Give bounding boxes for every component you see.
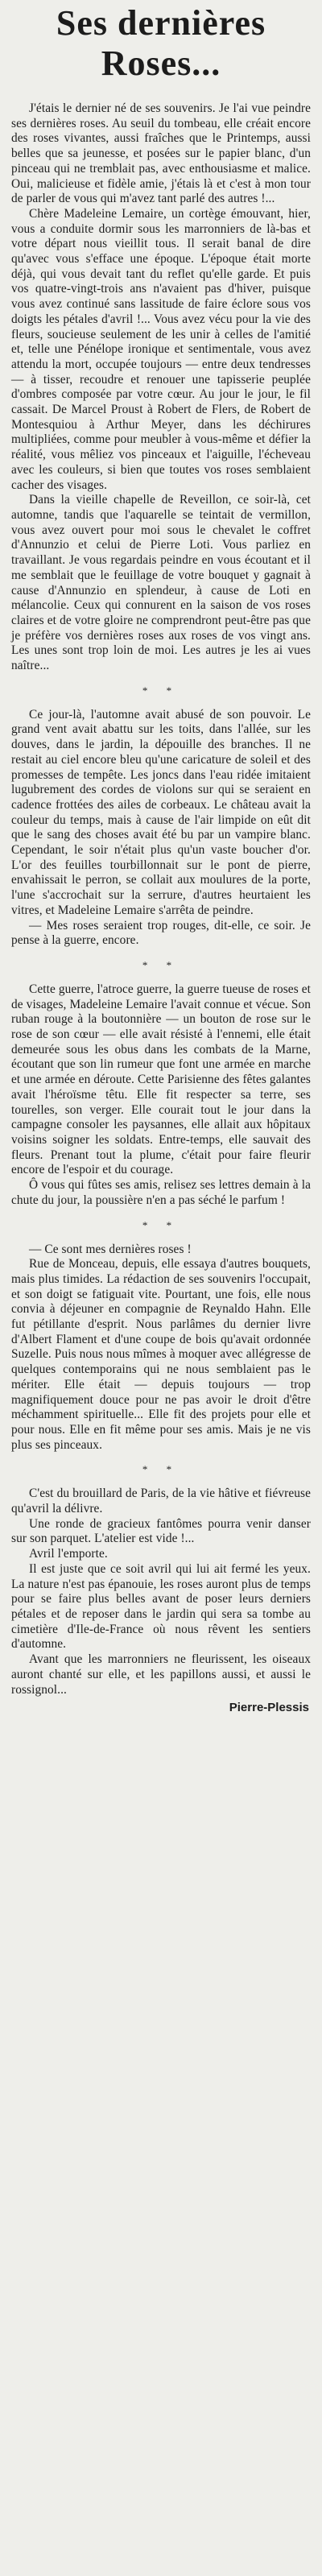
section-separator: * *	[142, 1463, 180, 1476]
article-section-4	[11, 1243, 311, 1453]
article-section-3	[11, 982, 311, 1209]
title-line-1: Ses dernières	[56, 3, 266, 43]
article-section-1	[11, 101, 311, 674]
article-section-5	[11, 1486, 311, 1697]
title-line-2: Roses...	[101, 43, 221, 83]
paragraph: Rue de Monceau, depuis, elle essaya d'autres bouquets, mais plus timides. La rédaction de ses souvenirs l'occupait, et son doigt se fatiguait vite. Pourtant, une fois, elle nous convia à déjeuner en compagnie de Reynaldo Hahn. Elle fut pétillante d'esprit. Nous parlâmes du dernier livre d'Albert Flament et d'une coupe de bois qu'avait ordonnée Suzelle. Puis nous nous mîmes à moquer avec allégresse de quelques contemporains qui ne nous semblaient pas le mériter. Elle était — depuis toujours — trop magnifiquement douce pour ne pas avoir le droit d'être méchamment spirituelle... Elle fit des projets pour elle et pour nous. Elle en fit même pour ses amis. Mais je ne vis plus ses pinceaux.	[11, 1257, 311, 1452]
section-separator: * *	[142, 958, 180, 971]
paragraph: Ô vous qui fûtes ses amis, relisez ses lettres demain à la chute du jour, la poussière n'en a pas séché le parfum !	[11, 1178, 311, 1207]
article-title	[11, 3, 311, 84]
section-separator: * *	[142, 684, 180, 697]
paragraph: J'étais le dernier né de ses souvenirs. Je l'ai vue peindre ses dernières roses. Au seuil du tombeau, elle créait encore des roses vivantes, aussi fraîches que le Printemps, aussi belles que sa jeunesse, et posées sur le papier blanc, d'un pinceau qui ne tremblait pas, avec enthousiasme et malice. Oui, malicieuse et fidèle amie, j'étais là et c'est à mon tour de parler de vous qui m'avez tant parlé des autres !...	[11, 101, 311, 206]
paragraph: C'est du brouillard de Paris, de la vie hâtive et fiévreuse qu'avril la délivre.	[11, 1486, 311, 1516]
paragraph: Avril l'emporte.	[29, 1547, 108, 1561]
author-signature: Pierre-Plessis	[229, 1701, 309, 1715]
article-section-2	[11, 708, 311, 949]
paragraph: — Ce sont mes dernières roses !	[29, 1242, 192, 1256]
paragraph: Une ronde de gracieux fantômes pourra venir danser sur son parquet. L'atelier est vide !...	[11, 1516, 311, 1546]
section-separator: * *	[142, 1218, 180, 1231]
paragraph: Dans la vieille chapelle de Reveillon, ce soir-là, cet automne, tandis que l'aquarelle se teintait de vermillon, vous avez ouvert pour moi sous le chevalet le coffret d'Annunzio et celui de Pierre Loti. Vous parliez en travaillant. Je vous regardais peindre en vous écoutant et il me semblait que le feuillage de votre bouquet y gagnait à cause d'Annunzio en splendeur, à cause de Loti en mélancolie. Ceux qui connurent en la saison de vos roses claires et de votre gloire ne comprendront peut-être pas que je préfère vos dernières roses aux roses de vos vingt ans. Les unes sont trop loin de moi. Les autres je les ai vues naître...	[11, 493, 311, 673]
paragraph: — Mes roses seraient trop rouges, dit-elle, ce soir. Je pense à la guerre, encore.	[11, 918, 311, 948]
paragraph: Chère Madeleine Lemaire, un cortège émouvant, hier, vous a conduite dormir sous les marronniers de là-bas et votre départ nous vieillit tous. Il serait banal de dire qu'avec vous s'efface une époque. L'époque était morte déjà, qui vous devait tant du reflet qu'elle garde. Et puis vos quatre-vingt-trois ans n'avaient pas d'hiver, puisque vous avez continué sans lassitude de faire éclore sous vos doigts les pétales d'avril !... Vous avez vécu pour la vie des fleurs, soucieuse seulement de les unir à celles de l'amitié et, telle une Pénélope ironique et sentimentale, vous avez attendu la mort, occupée toujours — entre deux tendresses — à tisser, recoudre et renouer une tapisserie peuplée d'ombres composée par votre cœur. Au jour le jour, le fil cassait. De Marcel Proust à Robert de Flers, de Robert de Montesquiou à Arthur Meyer, dans les déchirures multipliées, comme pour meubler à vous-même et défier la réalité, vous mêliez vos pinceaux et l'aiguille, l'écheveau avec les couleurs, si bien que toutes vos roses semblaient cacher des visages.	[11, 206, 311, 492]
paragraph: Il est juste que ce soit avril qui lui ait fermé les yeux. La nature n'est pas épanouie, les roses auront plus de temps pour se faire plus belles avant de poser leurs derniers pétales et de reposer dans le jardin qui sera sa tombe au cimetière d'Ile-de-France où nous rêvent les sentiers d'automne.	[11, 1561, 311, 1652]
paragraph: Avant que les marronniers ne fleurissent, les oiseaux auront chanté sur elle, et les papillons aussi, et aussi le rossignol...	[11, 1652, 311, 1697]
paragraph: Cette guerre, l'atroce guerre, la guerre tueuse de roses et de visages, Madeleine Lemaire l'avait connue et vécue. Son ruban rouge à la boutonnière — un bouton de rose sur le rose de son cœur — elle avait résisté à l'ennemi, elle était demeurée sous les obus dans les combats de la Marne, écoutant que son lin rumeur que font une armée en marche et une armée en déroute. Cette Parisienne des fêtes galantes avait l'héroïsme têtu. Elle fit respecter sa terre, ses tourelles, son verger. Elle courait tout le jour dans la campagne consoler les paysannes, elle allait aux hôpitaux voisins soigner les soldats. Entre-temps, elle sauvait des fleurs. Prenant tout la plume, c'était pour faire fleurir encore de l'espoir et du courage.	[11, 982, 311, 1177]
paragraph: Ce jour-là, l'automne avait abusé de son pouvoir. Le grand vent avait abattu sur les toits, dans l'allée, sur les douves, dans le jardin, la dépouille des branches. Il ne restait au ciel encore bleu qu'une caricature de soleil et des promesses de tempête. Les joncs dans l'eau ridée imitaient lugubrement des cordes de violons sur qui se seraient en cadence frottées des ailes de corbeaux. Le château avait la couleur du temps, mais à cause de l'air limpide on eût dit que le sang des choses avait été bu par un vampire blanc. Cependant, le soir n'était plus qu'un vaste boucher d'or. L'or des feuilles tourbillonnait sur le pont de pierre, envahissait le perron, se collait aux moulures de la porte, l'une s'accrochait sur la serrure, d'autres heurtaient les vitres, et Madeleine Lemaire s'arrêta de peindre.	[11, 707, 311, 917]
